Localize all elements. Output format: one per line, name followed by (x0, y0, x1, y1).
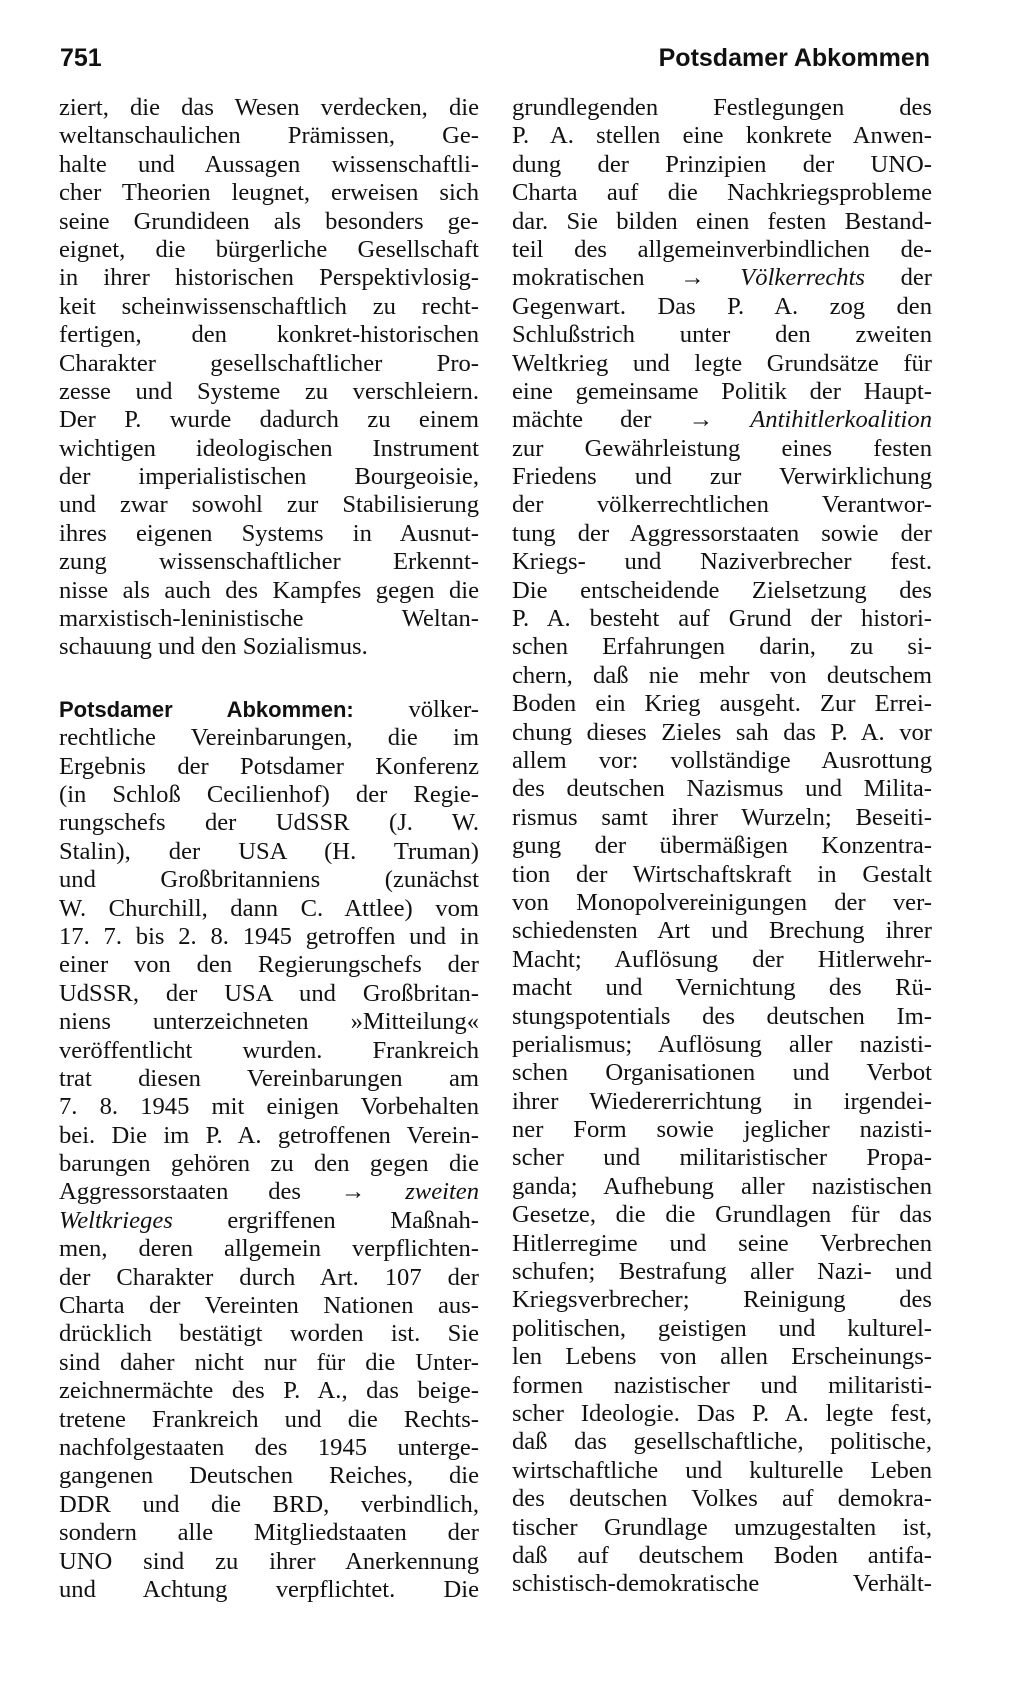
text-line (59, 1377, 479, 1405)
text-segment: tion der Wirtschaftskraft in Gestalt (512, 860, 932, 888)
text-segment: mächte der → (512, 406, 751, 434)
text-segment: P. A. stellen eine konkrete Anwen- (512, 122, 932, 150)
text-segment: Gesetze, die die Grundlagen für das (512, 1201, 932, 1229)
text-segment: ergriffenen Maßnah- (172, 1206, 479, 1234)
text-segment: der imperialistischen Bourgeoisie, (59, 463, 479, 491)
text-segment: schistisch-demokratische Verhält- (512, 1570, 932, 1598)
text-line (512, 435, 932, 463)
text-segment: cher Theorien leugnet, erweisen sich (59, 179, 479, 207)
text-line (59, 633, 479, 661)
text-segment: der (865, 264, 932, 292)
text-segment: perialismus; Auflösung aller nazisti- (512, 1030, 932, 1058)
text-line (512, 208, 932, 236)
text-line (512, 775, 932, 803)
text-segment: (in Schloß Cecilienhof) der Regie- (59, 780, 479, 808)
text-line (59, 895, 479, 923)
text-segment: zeichnermächte des P. A., das beige- (59, 1377, 479, 1405)
text-line (512, 1230, 932, 1258)
text-segment: marxistisch-leninistische Weltan- (59, 605, 479, 633)
text-line (59, 1093, 479, 1121)
text-line (512, 179, 932, 207)
text-line (59, 724, 479, 752)
paragraph-gap (59, 662, 479, 696)
text-segment: allem vor: vollständige Ausrottung (512, 746, 932, 774)
text-segment: chern, daß nie mehr von deutschem (512, 661, 932, 689)
text-segment: völker- (353, 695, 479, 723)
text-segment: weltanschaulichen Prämissen, Ge- (59, 122, 479, 150)
text-line (512, 690, 932, 718)
text-line (512, 605, 932, 633)
running-title: Potsdamer Abkommen (658, 44, 930, 72)
text-segment: zesse und Systeme zu verschleiern. (59, 377, 479, 405)
text-line (59, 1065, 479, 1093)
text-line (512, 1031, 932, 1059)
text-segment: der Charakter durch Art. 107 der (59, 1263, 479, 1291)
text-segment: dar. Sie bilden einen festen Bestand- (512, 207, 932, 235)
text-line (512, 463, 932, 491)
text-line (512, 264, 932, 292)
text-line (59, 951, 479, 979)
text-line (512, 861, 932, 889)
cross-reference: Weltkrieges (59, 1206, 173, 1234)
text-segment: W. Churchill, dann C. Attlee) vom (59, 894, 479, 922)
text-line (512, 719, 932, 747)
text-line (512, 1542, 932, 1570)
text-segment: Schlußstrich unter den zweiten (512, 321, 932, 349)
text-segment: tretene Frankreich und die Rechts- (59, 1405, 479, 1433)
text-line (512, 378, 932, 406)
text-segment: nisse als auch des Kampfes gegen die (59, 576, 479, 604)
text-line (59, 866, 479, 894)
text-segment: eine gemeinsame Politik der Haupt- (512, 377, 932, 405)
text-line (512, 321, 932, 349)
text-segment: Weltkrieg und legte Grundsätze für (512, 349, 932, 377)
text-line (59, 838, 479, 866)
text-line (59, 1491, 479, 1519)
text-line (59, 1150, 479, 1178)
text-segment: drücklich bestätigt worden ist. Sie (59, 1320, 479, 1348)
text-line (59, 809, 479, 837)
text-segment: und Achtung verpflichtet. Die (59, 1575, 479, 1603)
text-segment: ganda; Aufhebung aller nazistischen (512, 1172, 932, 1200)
text-line (512, 122, 932, 150)
text-segment: schen Erfahrungen darin, zu si- (512, 633, 932, 661)
text-segment: schiedensten Art und Brechung ihrer (512, 917, 932, 945)
text-segment: Gegenwart. Das P. A. zog den (512, 292, 932, 320)
text-segment: UNO sind zu ihrer Anerkennung (59, 1547, 479, 1575)
text-line (512, 1173, 932, 1201)
text-line (512, 577, 932, 605)
text-line (59, 1548, 479, 1576)
text-segment: grundlegenden Festlegungen des (512, 94, 932, 121)
text-segment: Charakter gesellschaftlicher Pro- (59, 349, 479, 377)
text-line (59, 406, 479, 434)
text-segment: in ihrer historischen Perspektivlosig- (59, 264, 479, 292)
text-line (512, 1144, 932, 1172)
text-line (59, 1406, 479, 1434)
text-segment: ziert, die das Wesen verdecken, die (59, 94, 479, 121)
text-segment: stungspotentials des deutschen Im- (512, 1002, 932, 1030)
text-segment: Kriegsverbrecher; Reinigung des (512, 1286, 932, 1314)
text-segment: Kriegs- und Naziverbrecher fest. (512, 548, 932, 576)
page-number: 751 (60, 44, 102, 72)
text-line (59, 151, 479, 179)
text-segment: und Großbritanniens (zunächst (59, 866, 479, 894)
text-segment: zung wissenschaftlicher Erkennt- (59, 548, 479, 576)
text-segment: veröffentlicht wurden. Frankreich (59, 1036, 479, 1064)
text-line (59, 1037, 479, 1065)
text-line (512, 350, 932, 378)
text-line (512, 1003, 932, 1031)
text-line (512, 1514, 932, 1542)
text-segment: und zwar sowohl zur Stabilisierung (59, 491, 479, 519)
text-segment: barungen gehören zu den gegen die (59, 1150, 479, 1178)
text-line (512, 889, 932, 917)
text-segment: keit scheinwissenschaftlich zu recht- (59, 292, 479, 320)
text-segment: P. A. besteht auf Grund der histori- (512, 605, 932, 633)
text-line (59, 1292, 479, 1320)
text-line (512, 747, 932, 775)
text-segment: Stalin), der USA (H. Truman) (59, 837, 479, 865)
text-segment: daß auf deutschem Boden antifa- (512, 1541, 932, 1569)
text-segment: wichtigen ideologischen Instrument (59, 434, 479, 462)
text-line (59, 1576, 479, 1604)
text-segment: gangenen Deutschen Reiches, die (59, 1462, 479, 1490)
text-segment: sind daher nicht nur für die Unter- (59, 1348, 479, 1376)
text-line (59, 1178, 479, 1206)
text-line (512, 1201, 932, 1229)
text-segment: scher und militaristischer Propa- (512, 1144, 932, 1172)
text-segment: rechtliche Vereinbarungen, die im (59, 724, 479, 752)
text-line (59, 1235, 479, 1263)
text-line (512, 662, 932, 690)
text-line (512, 236, 932, 264)
text-line (512, 520, 932, 548)
text-segment: rungschefs der UdSSR (J. W. (59, 809, 479, 837)
text-line (59, 605, 479, 633)
text-segment: Hitlerregime und seine Verbrechen (512, 1229, 932, 1257)
text-line (512, 804, 932, 832)
text-segment: Die entscheidende Zielsetzung des (512, 576, 932, 604)
text-line (59, 1462, 479, 1490)
text-segment: tischer Grundlage umzugestalten ist, (512, 1513, 932, 1541)
text-line (59, 122, 479, 150)
text-line (512, 1088, 932, 1116)
text-line (59, 520, 479, 548)
text-line (512, 94, 932, 122)
text-segment: gung der übermäßigen Konzentra- (512, 832, 932, 860)
text-line (59, 1349, 479, 1377)
text-segment: Charta der Vereinten Nationen aus- (59, 1292, 479, 1320)
text-segment: wirtschaftliche und kulturelle Leben (512, 1456, 932, 1484)
text-line (59, 264, 479, 292)
text-line (512, 1372, 932, 1400)
text-segment: zur Gewährleistung eines festen (512, 434, 932, 462)
page-header (60, 44, 930, 78)
text-line (59, 781, 479, 809)
text-segment: schufen; Bestrafung aller Nazi- und (512, 1258, 932, 1286)
text-line (512, 548, 932, 576)
text-line (512, 1116, 932, 1144)
text-segment: daß das gesellschaftliche, politische, (512, 1428, 932, 1456)
text-segment: halte und Aussagen wissenschaftli- (59, 150, 479, 178)
text-segment: 7. 8. 1945 mit einigen Vorbehalten (59, 1093, 479, 1121)
text-segment: ner Form sowie jeglicher nazisti- (512, 1116, 932, 1144)
text-segment: chung dieses Zieles sah das P. A. vor (512, 718, 932, 746)
text-segment: UdSSR, der USA und Großbritan- (59, 979, 479, 1007)
text-line (512, 1343, 932, 1371)
text-line (512, 1286, 932, 1314)
text-line (512, 832, 932, 860)
cross-reference: Völkerrechts (740, 264, 865, 292)
right-column (512, 94, 932, 1599)
text-segment: Aggressorstaaten des → (59, 1178, 406, 1206)
cross-reference: zweiten (405, 1178, 479, 1206)
text-segment: ihres eigenen Systems in Ausnut- (59, 519, 479, 547)
text-line (59, 463, 479, 491)
text-line (512, 151, 932, 179)
text-line (59, 293, 479, 321)
text-segment: macht und Vernichtung des Rü- (512, 974, 932, 1002)
text-line (59, 491, 479, 519)
text-segment: tung der Aggressorstaaten sowie der (512, 519, 932, 547)
text-line (59, 696, 479, 724)
text-line (59, 1320, 479, 1348)
text-segment: der völkerrechtlichen Verantwor- (512, 491, 932, 519)
text-line (512, 1258, 932, 1286)
text-line (512, 633, 932, 661)
text-segment: men, deren allgemein verpflichten- (59, 1235, 479, 1263)
text-line (59, 1008, 479, 1036)
entry-headword: Potsdamer Abkommen: (59, 696, 354, 722)
text-segment: seine Grundideen als besonders ge- (59, 207, 479, 235)
text-line (512, 974, 932, 1002)
text-line (59, 1207, 479, 1235)
text-segment: sondern alle Mitgliedstaaten der (59, 1519, 479, 1547)
text-line (59, 577, 479, 605)
text-line (59, 94, 479, 122)
text-segment: Macht; Auflösung der Hitlerwehr- (512, 945, 932, 973)
text-segment: trat diesen Vereinbarungen am (59, 1064, 479, 1092)
text-segment: niens unterzeichneten »Mitteilung« (59, 1008, 479, 1036)
text-segment: scher Ideologie. Das P. A. legte fest, (512, 1399, 932, 1427)
text-segment: teil des allgemeinverbindlichen de- (512, 235, 932, 263)
text-segment: rismus samt ihrer Wurzeln; Beseiti- (512, 803, 932, 831)
text-line (59, 980, 479, 1008)
text-segment: eignet, die bürgerliche Gesellschaft (59, 235, 479, 263)
text-line (59, 923, 479, 951)
text-line (59, 378, 479, 406)
text-line (512, 946, 932, 974)
text-segment: schen Organisationen und Verbot (512, 1059, 932, 1087)
text-line (59, 753, 479, 781)
text-line (59, 350, 479, 378)
text-line (59, 1264, 479, 1292)
left-column (59, 94, 479, 1604)
text-segment: len Lebens von allen Erscheinungs- (512, 1343, 932, 1371)
text-segment: Charta auf die Nachkriegsprobleme (512, 179, 932, 207)
text-segment: dung der Prinzipien der UNO- (512, 150, 932, 178)
text-segment: politischen, geistigen und kulturel- (512, 1314, 932, 1342)
text-line (512, 1315, 932, 1343)
text-line (59, 236, 479, 264)
text-segment: schauung und den Sozialismus. (59, 633, 368, 661)
text-segment: DDR und die BRD, verbindlich, (59, 1490, 479, 1518)
text-line (59, 321, 479, 349)
text-line (512, 491, 932, 519)
text-line (512, 406, 932, 434)
text-segment: einer von den Regierungschefs der (59, 951, 479, 979)
text-line (59, 1434, 479, 1462)
text-segment: Boden ein Krieg ausgeht. Zur Errei- (512, 690, 932, 718)
text-line (512, 1400, 932, 1428)
text-line (59, 548, 479, 576)
text-line (512, 1485, 932, 1513)
text-segment: nachfolgestaaten des 1945 unterge- (59, 1433, 479, 1461)
text-segment: formen nazistischer und militaristi- (512, 1371, 932, 1399)
text-segment: des deutschen Volkes auf demokra- (512, 1485, 932, 1513)
text-line (59, 1519, 479, 1547)
text-segment: ihrer Wiedererrichtung in irgendei- (512, 1087, 932, 1115)
text-line (59, 1122, 479, 1150)
text-segment: bei. Die im P. A. getroffenen Verein- (59, 1121, 479, 1149)
text-segment: fertigen, den konkret-historischen (59, 321, 479, 349)
text-segment: Ergebnis der Potsdamer Konferenz (59, 752, 479, 780)
text-line (512, 1428, 932, 1456)
text-line (512, 1059, 932, 1087)
text-segment: Der P. wurde dadurch zu einem (59, 406, 479, 434)
cross-reference: Antihitlerkoalition (750, 406, 932, 434)
text-line (512, 1570, 932, 1598)
text-line (512, 1457, 932, 1485)
text-segment: von Monopolvereinigungen der ver- (512, 888, 932, 916)
text-line (59, 179, 479, 207)
text-segment: mokratischen → (512, 264, 741, 292)
text-line (512, 293, 932, 321)
text-line (59, 208, 479, 236)
text-line (512, 917, 932, 945)
text-line (59, 435, 479, 463)
text-segment: 17. 7. bis 2. 8. 1945 getroffen und in (59, 922, 479, 950)
text-segment: des deutschen Nazismus und Milita- (512, 775, 932, 803)
text-segment: Friedens und zur Verwirklichung (512, 463, 932, 491)
